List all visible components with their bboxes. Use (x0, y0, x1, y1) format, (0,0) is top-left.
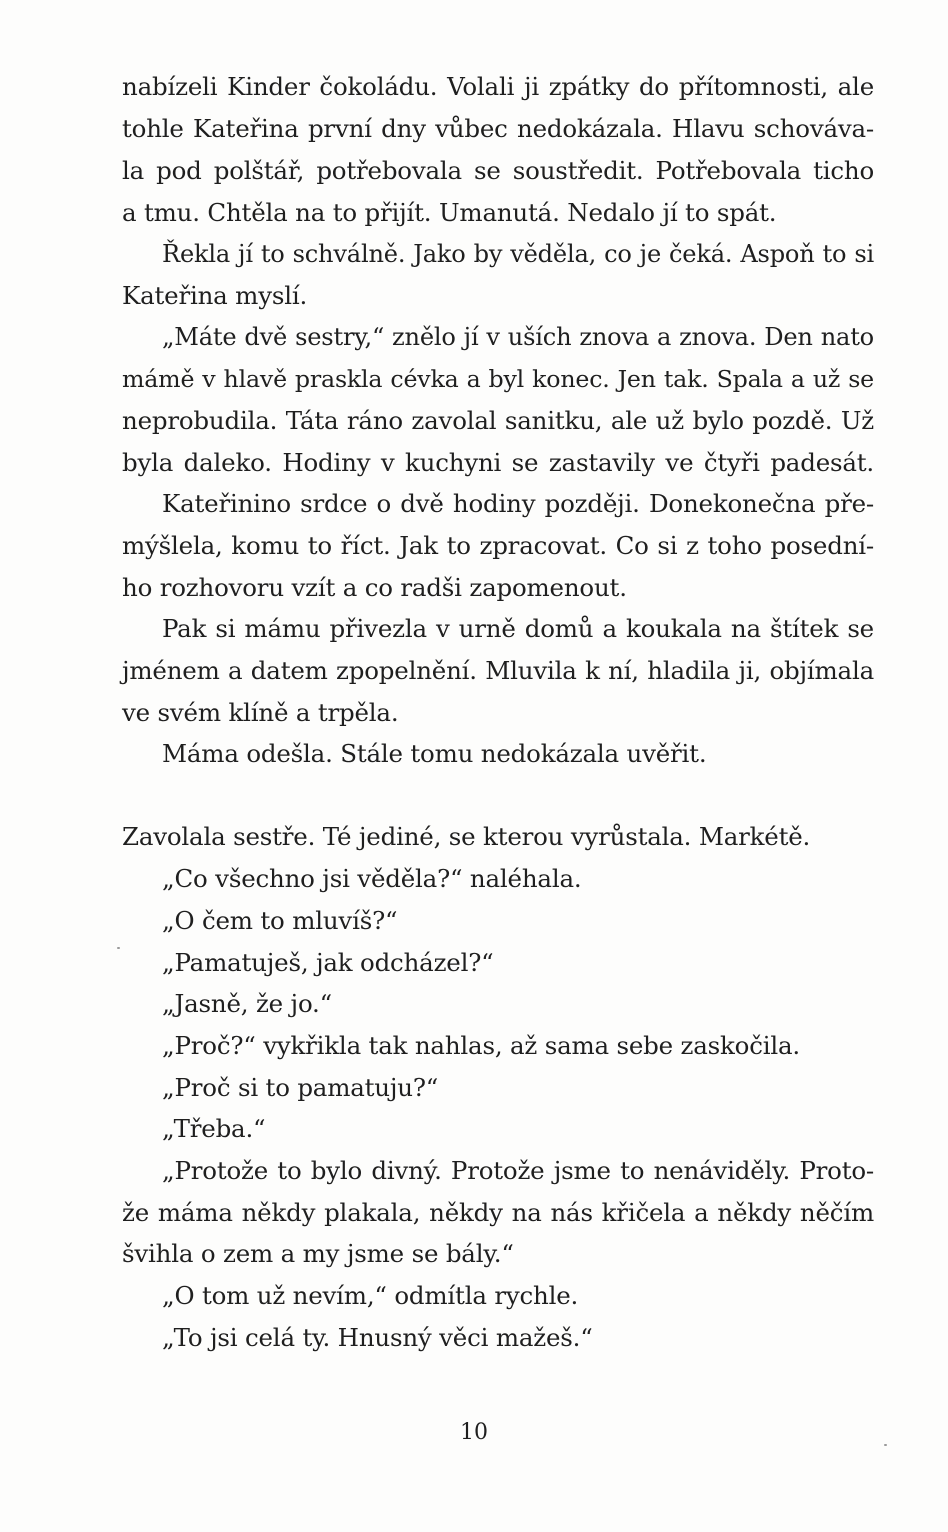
page-number: 10 (460, 1420, 488, 1445)
text-line: „Třeba.“ (162, 1114, 266, 1143)
text-line: „O tom už nevím,“ odmítla rychle. (162, 1281, 579, 1310)
scan-speck (884, 1444, 887, 1446)
text-line: byla daleko. Hodiny v kuchyni se zastavily ve čtyři padesát. (122, 448, 874, 477)
scan-speck (117, 947, 120, 949)
text-line: „To jsi celá ty. Hnusný věci mažeš.“ (162, 1323, 593, 1352)
text-line: Pak si mámu přivezla v urně domů a koukala na štítek se (162, 614, 874, 643)
text-line: Zavolala sestře. Té jediné, se kterou vyrůstala. Markétě. (122, 822, 811, 851)
text-line: „Proč si to pamatuju?“ (162, 1073, 439, 1102)
text-line: nabízeli Kinder čokoládu. Volali ji zpátky do přítomnosti, ale (122, 72, 874, 101)
text-line: ve svém klíně a trpěla. (122, 698, 399, 727)
text-line: ho rozhovoru vzít a co radši zapomenout. (122, 573, 627, 602)
text-line: „Protože to bylo divný. Protože jsme to nenáviděly. Proto- (162, 1156, 874, 1185)
text-line: Kateřinino srdce o dvě hodiny později. Donekonečna pře- (162, 489, 874, 518)
text-line: jménem a datem zpopelnění. Mluvila k ní, hladila ji, objímala (122, 656, 874, 685)
text-line: Řekla jí to schválně. Jako by věděla, co je čeká. Aspoň to si (162, 240, 874, 268)
text-line: „Pamatuješ, jak odcházel?“ (162, 948, 494, 977)
text-line: „Máte dvě sestry,“ znělo jí v uších znova a znova. Den nato (162, 323, 874, 351)
text-line: „Jasně, že jo.“ (162, 989, 332, 1018)
text-line: tohle Kateřina první dny vůbec nedokázala. Hlavu schováva- (122, 114, 874, 143)
text-line: „Proč?“ vykřikla tak nahlas, až sama sebe zaskočila. (162, 1031, 801, 1060)
text-line: Máma odešla. Stále tomu nedokázala uvěřit. (162, 739, 707, 768)
text-line: „O čem to mluvíš?“ (162, 906, 398, 935)
text-line: Kateřina myslí. (122, 281, 308, 310)
text-line: že máma někdy plakala, někdy na nás křičela a někdy něčím (122, 1198, 874, 1227)
text-line: neprobudila. Táta ráno zavolal sanitku, ale už bylo pozdě. Už (122, 406, 874, 435)
text-line: mýšlela, komu to říct. Jak to zpracovat. Co si z toho posední- (122, 531, 874, 560)
text-line: a tmu. Chtěla na to přijít. Umanutá. Nedalo jí to spát. (122, 198, 777, 227)
text-line: švihla o zem a my jsme se bály.“ (122, 1239, 514, 1268)
text-line: mámě v hlavě praskla cévka a byl konec. Jen tak. Spala a už se (122, 365, 874, 393)
text-line: la pod polštář, potřebovala se soustředit. Potřebovala ticho (122, 156, 874, 185)
text-line: „Co všechno jsi věděla?“ naléhala. (162, 864, 582, 893)
